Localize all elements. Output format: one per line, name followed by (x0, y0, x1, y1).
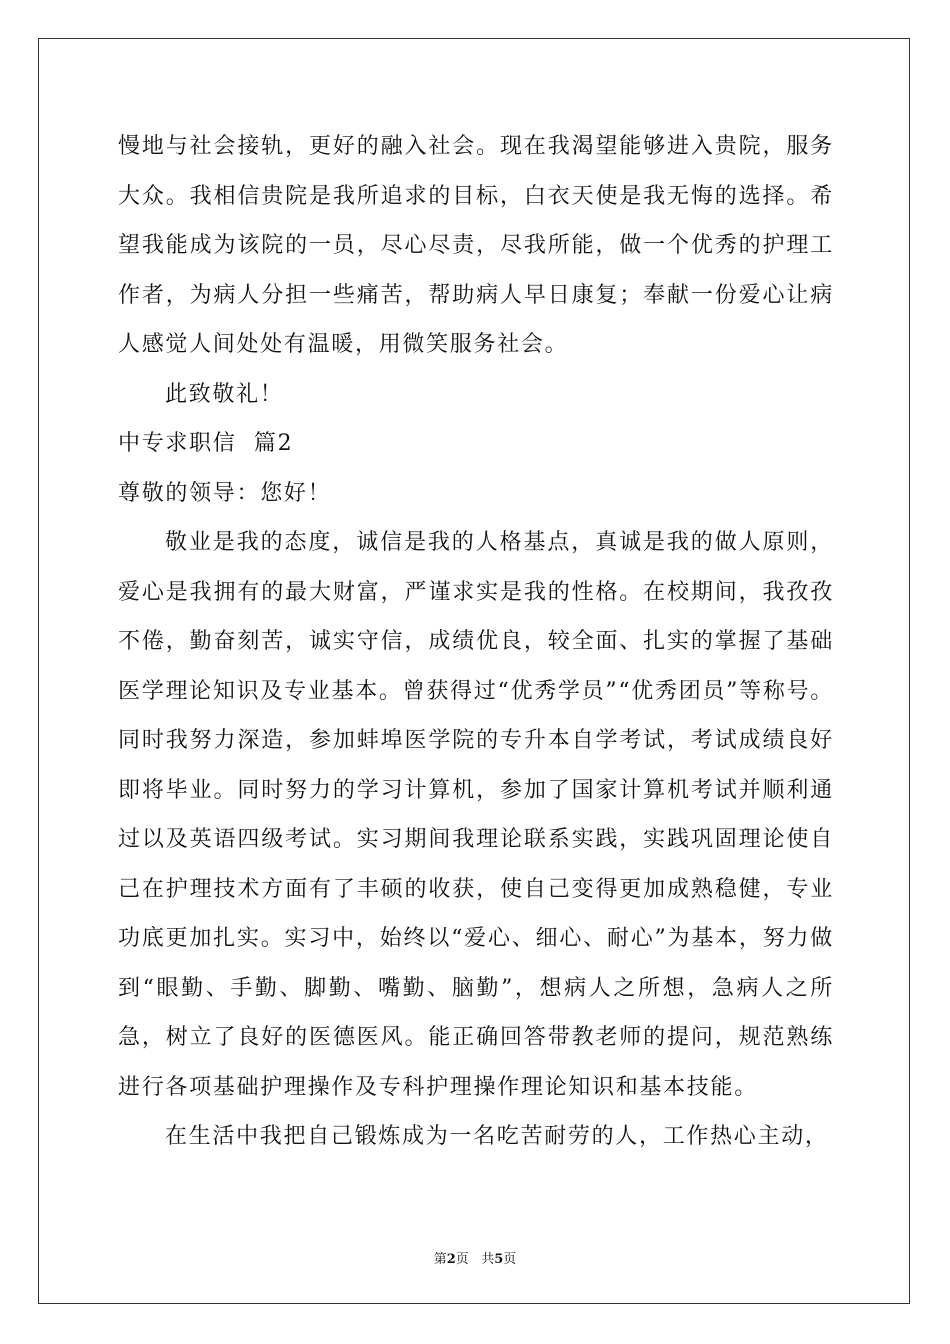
section-heading: 中专求职信 篇2 (118, 431, 294, 456)
page-number: 2 (446, 1252, 456, 1267)
page-prefix: 第 (433, 1252, 447, 1267)
greeting: 尊敬的领导：您好！ (118, 480, 332, 506)
total-prefix: 共 (481, 1252, 495, 1267)
page-footer (0, 1248, 950, 1267)
paragraph-2: 敬业是我的态度，诚信是我的人格基点，真诚是我的做人原则，爱心是我拥有的最大财富，严谨求实是我的性格。在校期间，我孜孜不倦，勤奋刻苦，诚实守信，成绩优良，较全面、扎实的掌握了基础医学理论知识及专业基本。曾获得过“优秀学员”“优秀团员”等称号。同时我努力深造，参加蚌埠医学院的专升本自学考试，考试成绩良好即将毕业。同时努力的学习计算机，参加了国家计算机考试并顺利通过以及英语四级考试。实习期间我理论联系实践，实践巩固理论使自己在护理技术方面有了丰硕的收获，使自己变得更加成熟稳健，专业功底更加扎实。实习中，始终以“爱心、细心、耐心”为基本，努力做到“眼勤、手勤、脚勤、嘴勤、脑勤”，想病人之所想，急病人之所急，树立了良好的医德医风。能正确回答带教老师的提问，规范熟练进行各项基础护理操作及专科护理操作理论知识和基本技能。 (118, 530, 834, 1100)
document-body (118, 122, 834, 1162)
paragraph-3: 在生活中我把自己锻炼成为一名吃苦耐劳的人，工作热心主动， (165, 1124, 829, 1149)
page-suffix: 页 (455, 1252, 469, 1267)
closing-salutation: 此致敬礼！ (165, 381, 284, 407)
total-pages: 5 (494, 1252, 504, 1267)
total-suffix: 页 (503, 1252, 517, 1267)
paragraph-1: 慢地与社会接轨，更好的融入社会。现在我渴望能够进入贵院，服务大众。我相信贵院是我所追求的目标，白衣天使是我无悔的选择。希望我能成为该院的一员，尽心尽责，尽我所能，做一个优秀的护理工作者，为病人分担一些痛苦，帮助病人早日康复；奉献一份爱心让病人感觉人间处处有温暖，用微笑服务社会。 (118, 134, 834, 357)
